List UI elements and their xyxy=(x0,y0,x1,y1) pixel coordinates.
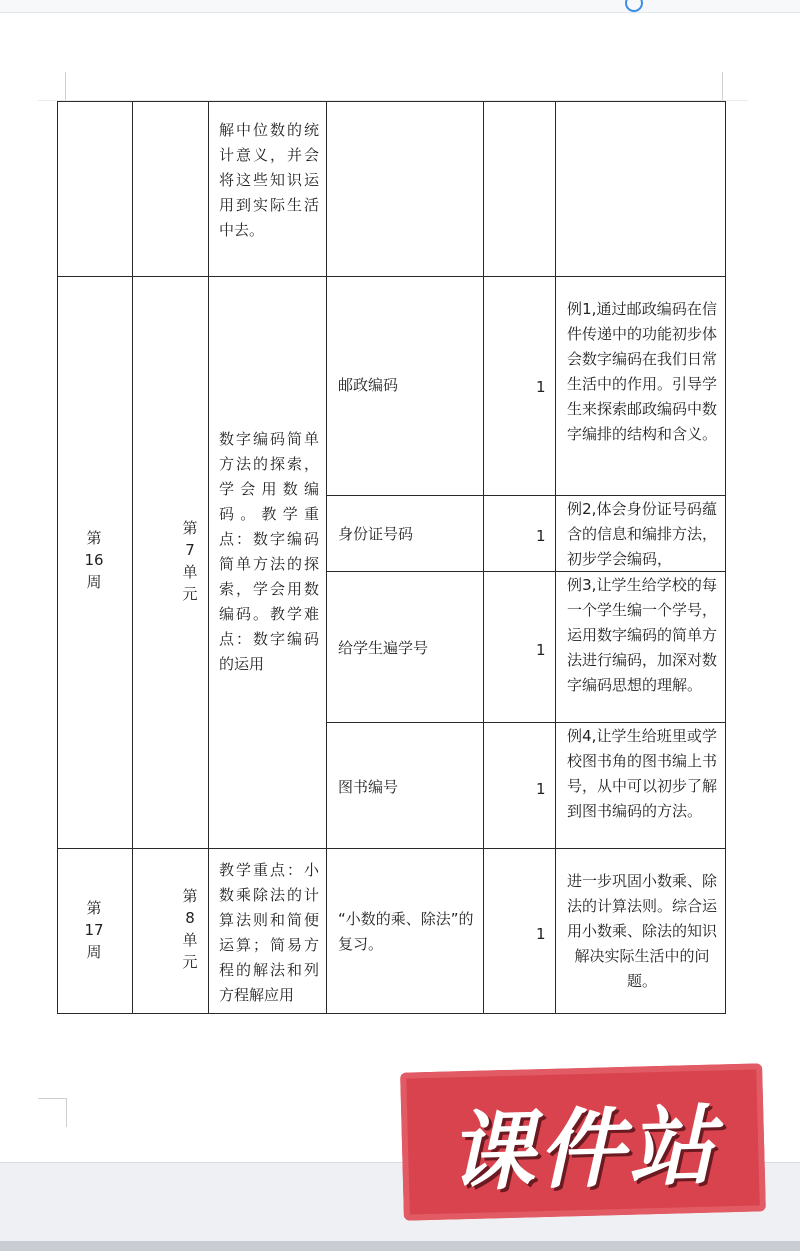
loading-icon xyxy=(625,0,643,12)
lesson-title: “小数的乘、除法”的复习。 xyxy=(338,910,474,953)
watermark-stamp xyxy=(400,1063,766,1220)
table-cell-lesson xyxy=(326,276,484,496)
crop-mark-top-left xyxy=(65,72,67,100)
lesson-note: 例2,体会身份证号码蕴含的信息和编排方法，初步学会编码， xyxy=(567,500,718,568)
watermark-text: 课件站 xyxy=(446,1096,720,1204)
table-cell-hours xyxy=(483,101,556,277)
table-cell-lesson xyxy=(326,101,484,277)
unit-label: 第 8 单 元 xyxy=(182,887,198,971)
table-cell-lesson xyxy=(326,722,484,849)
week-label: 第 17 周 xyxy=(84,899,104,961)
goals-text: 数字编码简单方法的探索，学会用数编码。教学重点：数字编码简单方法的探索，学会用数编码。教学难点：数字编码的运用 xyxy=(219,430,319,673)
lesson-note: 例1,通过邮政编码在信件传递中的功能初步体会数字编码在我们日常生活中的作用。引导学生来探索邮政编码中数字编排的结构和含义。 xyxy=(567,300,718,443)
lesson-hours: 1 xyxy=(536,641,546,659)
lesson-title: 给学生遍学号 xyxy=(338,639,429,657)
table-cell-unit xyxy=(132,101,209,277)
table-cell-note xyxy=(555,101,726,277)
table-cell-lesson xyxy=(326,848,484,1014)
table-cell-hours xyxy=(483,722,556,849)
lesson-note: 例4,让学生给班里或学校图书角的图书编上书号，从中可以初步了解到图书编码的方法。 xyxy=(567,727,718,820)
table-cell-lesson xyxy=(326,571,484,723)
table-cell-lesson xyxy=(326,495,484,572)
table-cell-week xyxy=(57,848,133,1014)
table-cell-note xyxy=(555,495,726,572)
table-cell-goals xyxy=(208,101,327,277)
table-cell-note xyxy=(555,571,726,723)
table-cell-week xyxy=(57,276,133,849)
lesson-title: 身份证号码 xyxy=(338,525,414,543)
lesson-hours: 1 xyxy=(536,378,546,396)
table-cell-unit xyxy=(132,848,209,1014)
window-top-bar xyxy=(0,0,800,13)
crop-mark-top-right xyxy=(722,72,724,100)
table-cell-hours xyxy=(483,848,556,1014)
table-cell-goals xyxy=(208,276,327,849)
lesson-hours: 1 xyxy=(536,527,546,545)
table-cell-hours xyxy=(483,571,556,723)
lesson-hours: 1 xyxy=(536,925,546,943)
crop-mark-bottom-left xyxy=(38,1098,67,1127)
table-cell-hours xyxy=(483,495,556,572)
lesson-title: 邮政编码 xyxy=(338,376,399,394)
goals-text: 解中位数的统计意义，并会将这些知识运用到实际生活中去。 xyxy=(219,121,319,239)
unit-label: 第 7 单 元 xyxy=(182,519,198,603)
week-label: 第 16 周 xyxy=(84,529,104,591)
table-cell-hours xyxy=(483,276,556,496)
lesson-hours: 1 xyxy=(536,780,546,798)
lesson-note: 进一步巩固小数乘、除法的计算法则。综合运用小数乘、除法的知识解决实际生活中的问题。 xyxy=(566,872,717,990)
goals-text: 教学重点：小数乘除法的计算法则和简便运算；简易方程的解法和列方程解应用 xyxy=(219,861,319,1004)
table-cell-unit xyxy=(132,276,209,849)
table-cell-note xyxy=(555,276,726,496)
table-cell-note xyxy=(555,722,726,849)
table-cell-goals xyxy=(208,848,327,1014)
lesson-note: 例3,让学生给学校的每一个学生编一个学号，运用数字编码的简单方法进行编码，加深对数字编码思想的理解。 xyxy=(567,576,718,694)
table-cell-week xyxy=(57,101,133,277)
lesson-title: 图书编号 xyxy=(338,778,399,796)
table-cell-note xyxy=(555,848,726,1014)
